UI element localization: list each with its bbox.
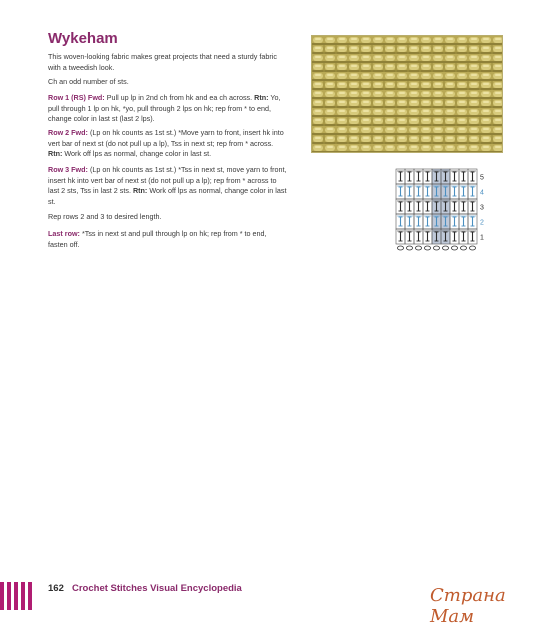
row-2-return-text: Work off lps as normal, change color in last st.: [64, 149, 212, 158]
footer-color-bar: [0, 582, 35, 610]
row-3-return-text: Work off lps as normal, change color in last st.: [48, 186, 287, 206]
row-3-label: Row 3 Fwd:: [48, 165, 88, 174]
chain-symbol: [470, 246, 476, 250]
stitch-swatch-photo: [311, 35, 503, 153]
row-2-forward-text: (Lp on hk counts as 1st st.) *Move yarn to front, insert hk into vert bar of next st (do not pull up a lp), Tss in next st; rep from * across.: [48, 128, 284, 148]
chain-symbol: [416, 246, 422, 250]
watermark: Страна Мам: [430, 585, 506, 627]
last-row-label: Last row:: [48, 229, 80, 238]
chart-row-number: 1: [480, 234, 484, 242]
chain-symbol: [398, 246, 404, 250]
chain-symbol: [425, 246, 431, 250]
intro-paragraph: This woven-looking fabric makes great projects that need a sturdy fabric with a tweedish look.: [48, 52, 277, 72]
row-2-return-label: Rtn:: [48, 149, 63, 158]
row-1-label: Row 1 (RS) Fwd:: [48, 93, 105, 102]
chain-symbol: [407, 246, 413, 250]
last-row-instruction: [48, 229, 288, 250]
chart-row-number: 5: [480, 174, 484, 182]
row-1-return-label: Rtn:: [254, 93, 269, 102]
page-number: 162: [48, 583, 64, 594]
chart-row-number: 3: [480, 204, 484, 212]
chain-symbol: [461, 246, 467, 250]
chain-instruction: Ch an odd number of sts.: [48, 77, 129, 86]
chain-symbol: [443, 246, 449, 250]
chart-row-number: 4: [480, 189, 484, 197]
row-3-return-label: Rtn:: [132, 186, 148, 195]
stitch-chart-grid: [392, 167, 492, 252]
stitch-chart: [392, 167, 492, 257]
row-3-instruction: [48, 165, 288, 207]
row-3-forward-text: (Lp on hk counts as 1st st.) *Tss in next st, move yarn to front, insert hk into vert bar of next st (do not pull up a lp); rep from * across to last 2 sts, Tss in last 2 sts.: [48, 165, 287, 195]
chart-row-number: 2: [480, 219, 484, 227]
book-title: Crochet Stitches Visual Encyclopedia: [72, 583, 242, 594]
chain-symbol: [434, 246, 440, 250]
row-1-instruction: [48, 93, 288, 125]
pattern-title: Wykeham: [48, 30, 118, 47]
repeat-instruction: Rep rows 2 and 3 to desired length.: [48, 212, 162, 221]
row-1-return-text: Yo, pull through 1 lp on hk, *yo, pull through 2 lps on hk; rep from * to end, change color in last st (last 2 lps).: [48, 93, 281, 123]
row-2-label: Row 2 Fwd:: [48, 128, 88, 137]
woven-texture: [312, 36, 502, 152]
row-2-instruction: [48, 128, 288, 160]
row-1-forward-text: Pull up lp in 2nd ch from hk and ea ch across.: [106, 93, 253, 102]
chain-symbol: [452, 246, 458, 250]
last-row-text: *Tss in next st and pull through lp on hk; rep from * to end, fasten off.: [48, 229, 267, 249]
